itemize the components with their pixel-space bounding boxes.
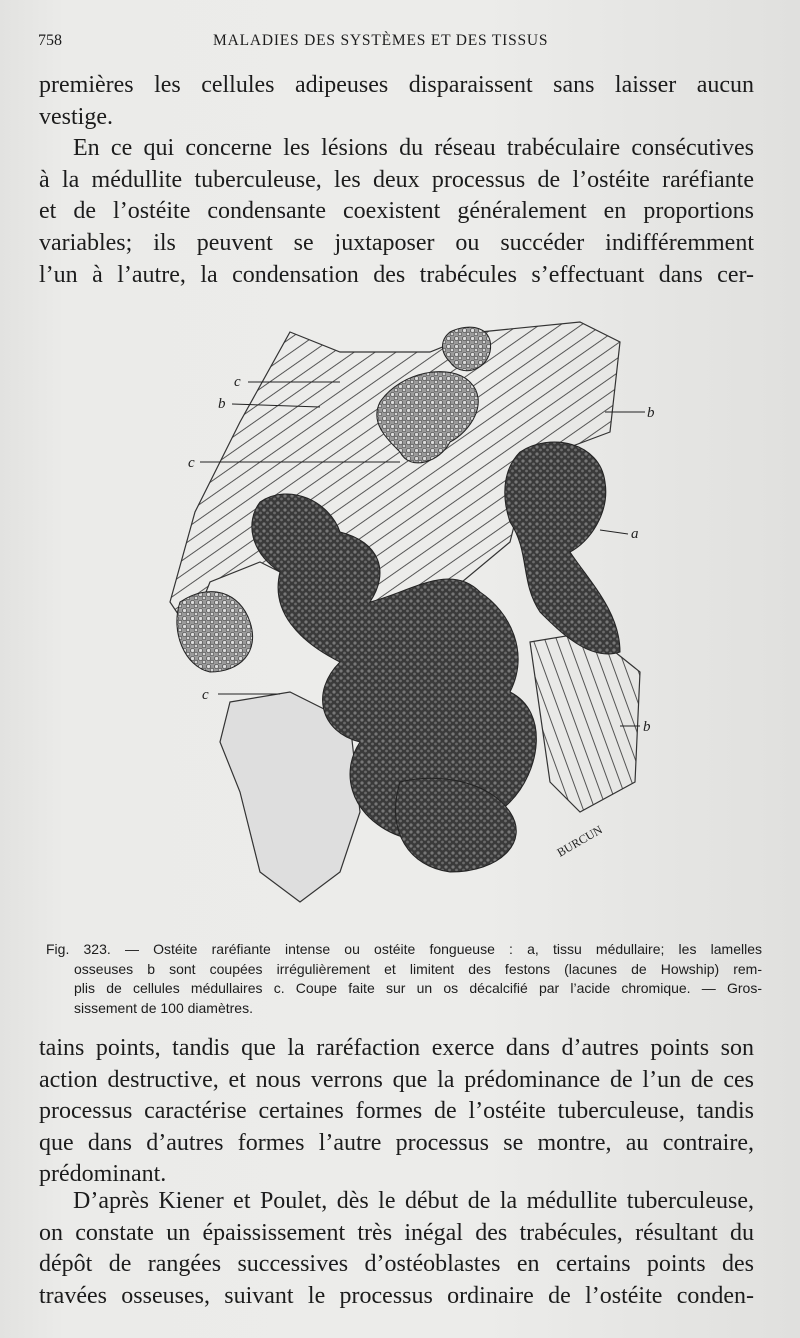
- figure-label-b: b: [218, 396, 226, 412]
- text-line: En ce qui concerne les lésions du réseau trabéculaire consécutives: [73, 135, 754, 162]
- caption-line: plis de cellules médullaires c. Coupe faite sur un os décalcifié par l’acide chromique. — Gros-: [74, 980, 762, 996]
- figure-label-c: c: [188, 455, 195, 471]
- text-line: tains points, tandis que la raréfaction exerce dans d’autres points son: [39, 1035, 754, 1061]
- figure-label-c: c: [202, 687, 209, 703]
- artist-signature: BURCUN: [554, 822, 605, 860]
- text-line: que dans d’autres formes l’autre processus se montre, au contraire,: [39, 1129, 754, 1156]
- text-line: à la médullite tuberculeuse, les deux processus de l’ostéite raréfiante: [39, 166, 754, 193]
- caption-line: osseuses b sont coupées irrégulièrement et limitent des festons (lacunes de Howship) rem-: [74, 960, 762, 977]
- figure-caption: [38, 940, 762, 1018]
- text-line: dépôt de rangées successives d’ostéoblastes en certains points des: [39, 1251, 754, 1278]
- text-line: variables; ils peuvent se juxtaposer ou succéder indifféremment: [39, 229, 754, 256]
- medullary-tissue: [505, 442, 620, 654]
- text-line: action destructive, et nous verrons que la prédominance de l’un de ces: [39, 1066, 754, 1093]
- medullary-cells: [177, 592, 253, 672]
- caption-line: sissement de 100 diamètres.: [74, 999, 253, 1016]
- bone-section-drawing: [150, 312, 670, 937]
- text-line: on constate un épaississement très inégal des trabécules, résultant du: [39, 1219, 754, 1246]
- text-line: travées osseuses, suivant le processus ordinaire de l’ostéite conden-: [39, 1282, 754, 1309]
- top-paragraphs: [39, 70, 754, 291]
- text-line: processus caractérise certaines formes de l’ostéite tuberculeuse, tandis: [39, 1098, 754, 1125]
- bottom-paragraph-2: [39, 1186, 754, 1312]
- text-line: et de l’ostéite condensante coexistent généralement en proportions: [39, 198, 754, 225]
- running-title: MALADIES DES SYSTÈMES ET DES TISSUS: [213, 32, 549, 49]
- text-line: vestige.: [39, 103, 113, 130]
- text-line: premières les cellules adipeuses disparaissent sans laisser aucun: [39, 72, 754, 98]
- figure-label-b: b: [647, 405, 655, 421]
- figure-illustration: [150, 312, 670, 937]
- figure-label-a: a: [631, 526, 639, 542]
- lamellae-region: [530, 632, 640, 812]
- figure-label-b: b: [643, 719, 651, 735]
- page-number: 758: [38, 32, 62, 49]
- page-header: [38, 32, 762, 56]
- text-line: l’un à l’autre, la condensation des trabécules s’effectuant dans cer-: [39, 261, 754, 288]
- text-line: D’après Kiener et Poulet, dès le début de la médullite tuberculeuse,: [73, 1188, 754, 1214]
- bottom-paragraph-1: [39, 1033, 754, 1191]
- caption-line: Fig. 323. — Ostéite raréfiante intense ou ostéite fongueuse : a, tissu médullaire; les lamelles: [46, 941, 762, 957]
- figure-label-c: c: [234, 374, 241, 390]
- text-line: prédominant.: [39, 1161, 167, 1188]
